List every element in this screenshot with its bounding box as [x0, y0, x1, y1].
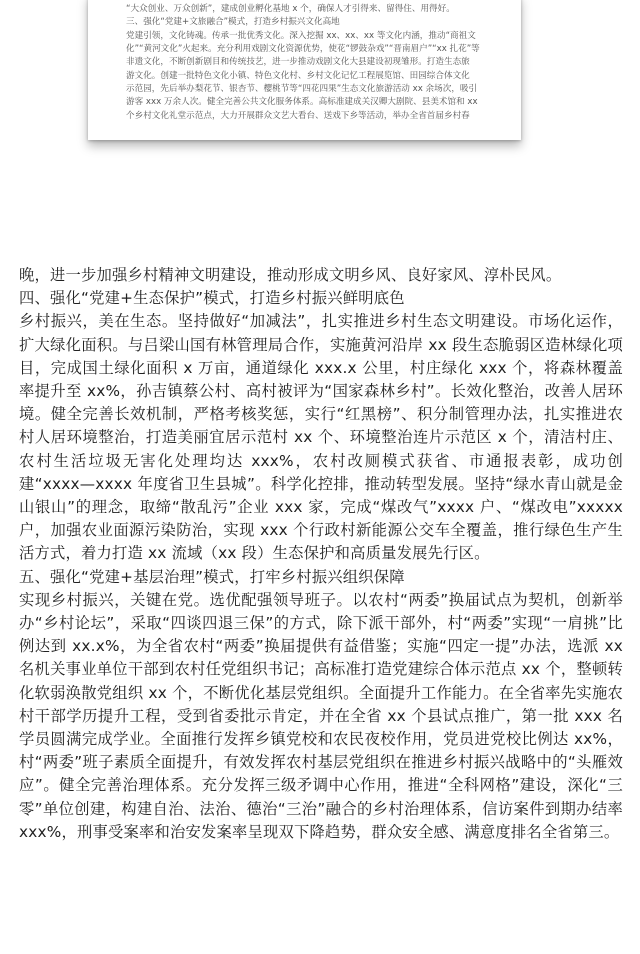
paragraph-closing-section-three: 晚，进一步加强乡村精神文明建设，推动形成文明乡风、良好家风、淳朴民风。: [19, 266, 562, 284]
preview-text-line: 游客 xxx 万余人次。健全完善公共文化服务体系。高标准建成关汉卿大剧院、县美术馆和 xx: [126, 97, 478, 107]
document-page-thumbnail[interactable]: [88, 0, 521, 140]
preview-text-line: 非遗文化，不断创新剧目和传统技艺，进一步推动戏剧文化大县建设初现雏形。打造生态旅: [126, 57, 470, 67]
preview-text-line: 游文化。创建一批特色文化小镇、特色文化村、乡村文化记忆工程展览馆、田园综合体文化: [126, 71, 470, 81]
preview-text-line: 三、强化“党建+文旅融合”模式，打造乡村振兴文化高地: [126, 17, 340, 27]
article-body: [19, 264, 623, 844]
section-heading-four: 四、强化“党建+生态保护”模式，打造乡村振兴鲜明底色: [19, 289, 405, 308]
document-preview-area: [0, 0, 640, 160]
preview-text-line: “大众创业、万众创新”，建成创业孵化基地 x 个，确保人才引得来、留得住、用得好。: [126, 4, 455, 14]
paragraph-section-five: 实现乡村振兴，关键在党。选优配强领导班子。以农村“两委”换届试点为契机，创新举办“乡村论坛”，采取“四谈四退三保”的方式，除下派干部外，村“两委”实现“一肩挑”比例达到 xx.x%，为全省农村“两委”换届提供有益借鉴；实施“四定一提”办法，选派 xx 名机关事业单位干部到农村任党组织书记；高标准打造党建综合体示范点 xx 个，整顿转化软弱涣散党组织 xx 个，不断优化基层党组织。全面提升工作能力。在全省率先实施农村干部学历提升工程，受到省委批示肯定，并在全省 xx 个县试点推广，第一批 xxx 名学员圆满完成学业。全面推行发挥乡镇党校和农民夜校作用，党员进党校比例达 xx%，村“两委”班子素质全面提升，有效发挥农村基层党组织在推进乡村振兴战略中的“头雁效应”。健全完善治理体系。充分发挥三级矛调中心作用，推进“全科网格”建设，深化“三零”单位创建，构建自治、法治、德治“三治”融合的乡村治理体系，信访案件到期办结率 xxx%，刑事受案率和治安发案率呈现双下降趋势，群众安全感、满意度排名全省第三。: [19, 590, 623, 841]
preview-text-line: 个乡村文化礼堂示范点，大力开展群众文艺大看台、送戏下乡等活动，举办全省首届乡村春: [126, 111, 470, 121]
preview-text-line: 党建引领，文化铸魂。传承一批优秀文化。深入挖掘 xx、xx、xx 等文化内涵，推动“商祖文: [126, 31, 476, 41]
preview-text-line: 化”“黄河文化”火起来。充分利用戏剧文化资源优势，使花“锣鼓杂戏”“晋南眉户”“xx 扎花”等: [126, 44, 480, 54]
preview-text-line: 示范园，先后举办梨花节、银杏节、樱桃节等“四花四果”生态文化旅游活动 xx 余场次，吸引: [126, 84, 478, 94]
paragraph-section-four: 乡村振兴，美在生态。坚持做好“加减法”，扎实推进乡村生态文明建设。市场化运作，扩大绿化面积。与吕梁山国有林管理局合作，实施黄河沿岸 xx 段生态脆弱区造林绿化项目，完成国土绿化面积 x 万亩，通道绿化 xxx.x 公里，村庄绿化 xxx 个，将森林覆盖率提升至 xx%，孙吉镇蔡公村、高村被评为“国家森林乡村”。长效化整治，改善人居环境。健全完善长效机制，严格考核奖惩，实行“红黑榜”、积分制管理办法，扎实推进农村人居环境整治，打造美丽宜居示范村 xx 个、环境整治连片示范区 x 个，清洁村庄、农村生活垃圾无害化处理均达 xxx%，农村改厕模式获省、市通报表彰，成功创建“xxxx—xxxx 年度省卫生县城”。科学化控排，推动转型发展。坚持“绿水青山就是金山银山”的理念，取缔“散乱污”企业 xxx 家，完成“煤改气”xxxx 户、“煤改电”xxxxx 户，加强农业面源污染防治，实现 xxx 个行政村新能源公交车全覆盖，推行绿色生产生活方式，着力打造 xx 流域（xx 段）生态保护和高质量发展先行区。: [19, 312, 623, 563]
section-heading-five: 五、强化“党建+基层治理”模式，打牢乡村振兴组织保障: [19, 567, 405, 586]
